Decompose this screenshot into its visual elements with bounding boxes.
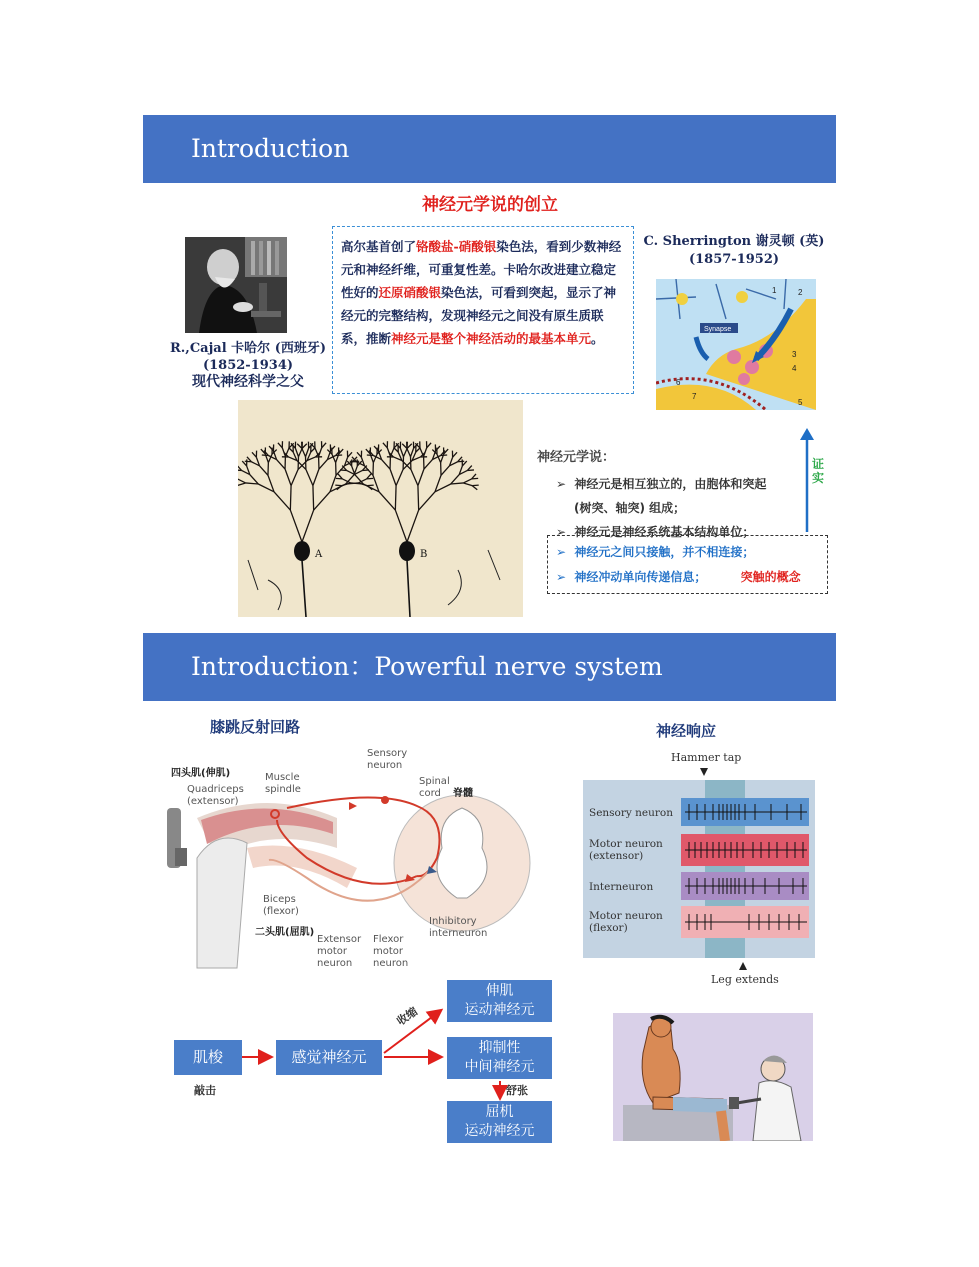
muscle-spindle-2: spindle — [265, 784, 301, 795]
diagram-num-1: 1 — [772, 286, 777, 295]
diagram-num-7: 7 — [692, 392, 697, 401]
sensory-1: Sensory — [367, 748, 408, 759]
dendrite-branch — [290, 486, 291, 510]
slide2-header-text: Introduction：Powerful nerve system — [191, 652, 663, 681]
flow-box-sensory: 感觉神经元 — [276, 1040, 382, 1075]
dendrite-branch — [313, 486, 314, 510]
cajal-portrait-image — [185, 237, 287, 333]
dendrite-branch — [458, 461, 465, 462]
dendrite-branch — [467, 470, 474, 471]
bullet-icon: ➢ — [556, 477, 567, 491]
inhibitory-interneuron-label — [429, 916, 487, 940]
flow-box-inhibitory — [447, 1037, 552, 1079]
knee-reflex-cartoon — [613, 1013, 813, 1141]
dendrite-branch — [335, 485, 342, 486]
doctrine-item-2-text: 神经元是神经系统基本结构单位； — [574, 525, 755, 539]
dendrite-branch — [472, 478, 479, 479]
trace-label-sensory: Sensory neuron — [589, 807, 674, 819]
golgi-history-box — [332, 226, 634, 394]
synapse-diagram — [656, 279, 816, 410]
flow-box-spindle: 肌梭 — [174, 1040, 242, 1075]
flx-2: motor — [373, 946, 404, 957]
flow-inhib-2: 中间神经元 — [464, 1059, 535, 1075]
bullet-icon: ➢ — [556, 545, 567, 559]
flexor-motor-label — [373, 934, 408, 970]
synapse-label: Synapse — [704, 326, 732, 333]
doctrine-item-4 — [556, 565, 827, 590]
spike-train-flexor — [683, 908, 809, 936]
trace-row-interneuron — [587, 872, 813, 900]
neural-response-figure — [583, 748, 817, 988]
flow-label-tap: 敲击 — [194, 1084, 216, 1097]
flow-extensor-1: 伸肌 — [485, 983, 514, 999]
golgi-text-1: 高尔基首创了 — [341, 239, 417, 254]
bullet-icon: ➢ — [556, 570, 567, 584]
flx-1: Flexor — [373, 934, 404, 945]
spinal-cord-label — [419, 776, 450, 800]
doctrine-item-3 — [556, 540, 827, 565]
muscle-spindle-1: Muscle — [265, 772, 300, 783]
trace-row-sensory — [587, 798, 813, 826]
spike-train-interneuron — [683, 872, 809, 900]
purkinje-neuron-illustration — [238, 400, 523, 617]
diagram-num-2: 2 — [798, 288, 803, 297]
cajal-name: R.,Cajal 卡哈尔 (西班牙) — [169, 341, 327, 356]
golgi-text-5: 染色法，可看到突起，显示了神经元的完整结构，发现神经元之间没有原生质联系，推断 — [341, 285, 617, 346]
golgi-text-3: 染色法，看到少数神经元和神经纤维，可重复性差。卡哈尔改进建立稳定性好的 — [341, 239, 622, 300]
diagram-num-5: 5 — [798, 398, 803, 407]
response-title: 神经响应 — [656, 722, 717, 740]
neuron-label-a: A — [315, 549, 323, 560]
doctrine-item-1-text: 神经元是相互独立的，由胞体和突起 — [574, 477, 767, 491]
spinal-2: cord — [419, 788, 441, 799]
cajal-role: 现代神经科学之父 — [192, 374, 304, 390]
quadriceps-en-2: (extensor) — [187, 796, 239, 807]
doctrine-item-1-cont: (树突、轴突) 组成； — [574, 501, 686, 515]
spinal-cord-cn-label: 脊髓 — [453, 788, 473, 799]
trace-label-interneuron: Interneuron — [589, 881, 654, 893]
trace-label-flexor: Motor neuron (flexor) — [589, 910, 663, 934]
biceps-1: Biceps — [263, 894, 296, 905]
ext-1: Extensor — [317, 934, 362, 945]
up-triangle-icon — [738, 961, 748, 971]
sherrington-name: C. Sherrington 谢灵顿 (英) — [643, 234, 825, 249]
flx-3: neuron — [373, 958, 409, 969]
ext-2: motor — [317, 946, 348, 957]
dendrite-branch — [367, 485, 374, 486]
inh-2: interneuron — [429, 928, 488, 939]
spinal-1: Spinal — [419, 776, 450, 787]
golgi-text-6: 神经元是整个神经活动的最基本单元 — [391, 331, 592, 346]
dendrite-branch — [395, 486, 396, 510]
leg-extends-label: Leg extends — [711, 973, 779, 986]
neuron-label-b: B — [420, 549, 428, 560]
biceps-label — [263, 894, 299, 918]
diagram-num-4: 4 — [792, 364, 797, 373]
flow-label-relax: 舒张 — [506, 1084, 528, 1097]
flow-label-contract: 收缩 — [394, 1004, 421, 1029]
synapse-concept-label: 突触的概念 — [740, 570, 801, 584]
flow-flexor-2: 运动神经元 — [464, 1123, 535, 1139]
reflex-title: 膝跳反射回路 — [210, 718, 301, 736]
golgi-text-2: 铬酸盐-硝酸银 — [416, 239, 497, 254]
trace-row-extensor — [587, 834, 813, 862]
verified-label: 证实 — [812, 457, 825, 485]
sensory-2: neuron — [367, 760, 403, 771]
slide1-title: 神经元学说的创立 — [422, 195, 558, 215]
golgi-text-7: 。 — [591, 331, 604, 346]
slide1-header — [143, 115, 836, 183]
sherrington-caption — [638, 233, 830, 269]
inh-1: Inhibitory — [429, 916, 477, 927]
sherrington-years: (1857-1952) — [688, 252, 780, 267]
quadriceps-en-1: Quadriceps — [187, 784, 244, 795]
spike-train-extensor — [683, 836, 809, 864]
biceps-cn-label: 二头肌(屈肌) — [255, 927, 315, 938]
extensor-motor-label — [317, 934, 361, 970]
trace-row-flexor — [587, 906, 813, 934]
knee-reflex-diagram — [157, 748, 532, 970]
dendrite-branch — [472, 485, 479, 486]
cajal-caption — [158, 340, 338, 391]
slide2-header — [143, 633, 836, 701]
diagram-num-6: 6 — [676, 378, 681, 387]
golgi-text-4: 还原硝酸银 — [378, 285, 442, 300]
doctrine-title: 神经元学说： — [537, 450, 616, 465]
quadriceps-en-label — [187, 784, 244, 808]
doctrine-list — [556, 472, 806, 544]
flow-box-flexor — [447, 1101, 552, 1143]
purkinje-drawing — [238, 400, 523, 617]
doctor-patient-illustration — [613, 1013, 813, 1141]
ext-3: neuron — [317, 958, 353, 969]
flow-box-extensor — [447, 980, 552, 1022]
slide1-header-text: Introduction — [191, 134, 350, 163]
diagram-num-3: 3 — [792, 350, 797, 359]
trace-label-extensor: Motor neuron (extensor) — [589, 838, 663, 862]
doctrine-item-3-text: 神经元之间只接触，并不相连接； — [574, 545, 755, 559]
synapse-illustration — [656, 279, 816, 410]
spike-train-sensory — [683, 798, 809, 826]
bullet-icon: ➢ — [556, 525, 567, 539]
quadriceps-cn-label: 四头肌(伸肌) — [171, 768, 231, 779]
flow-extensor-2: 运动神经元 — [464, 1002, 535, 1018]
dendrite-branch — [418, 486, 419, 510]
muscle-spindle-label — [265, 772, 301, 796]
doctrine-item-4-text: 神经冲动单向传递信息； — [574, 570, 707, 584]
hammer-tap-label: Hammer tap — [671, 751, 742, 764]
doctrine-highlight-box — [547, 535, 828, 594]
flow-inhib-1: 抑制性 — [478, 1040, 521, 1056]
flow-flexor-1: 屈机 — [485, 1104, 514, 1120]
down-triangle-icon — [699, 767, 709, 777]
cajal-photo — [185, 237, 287, 333]
cajal-years: (1852-1934) — [202, 358, 294, 373]
dendrite-branch — [367, 478, 374, 479]
doctrine-item-1 — [556, 472, 806, 496]
sensory-neuron-label — [367, 748, 407, 772]
biceps-2: (flexor) — [263, 906, 299, 917]
